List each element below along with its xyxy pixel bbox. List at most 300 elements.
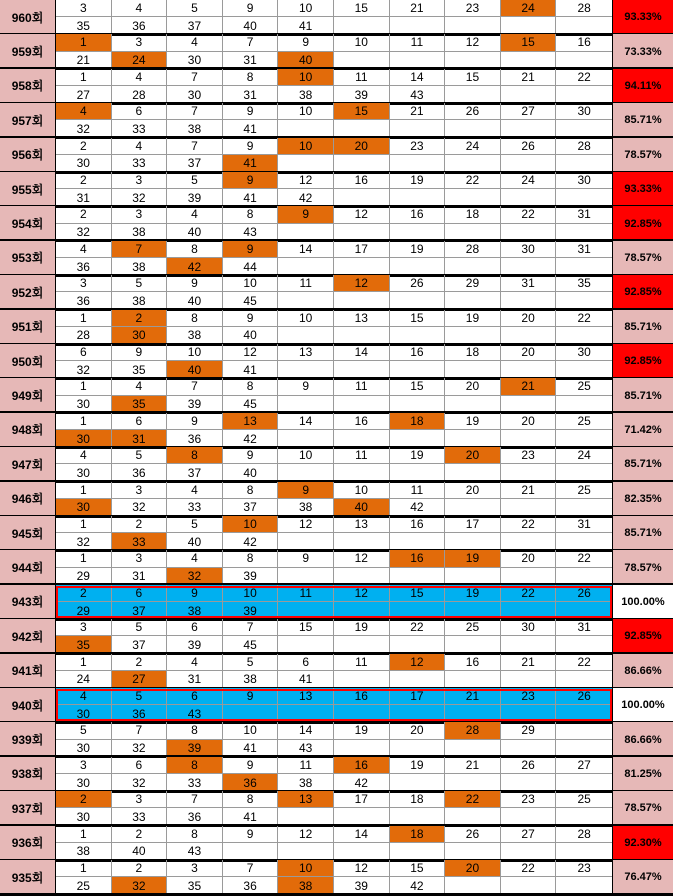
number-cell: 32: [112, 189, 168, 206]
number-cell: 9: [223, 172, 279, 189]
number-cell: [445, 705, 501, 722]
number-cell: 30: [56, 774, 112, 791]
number-cell: [390, 636, 446, 653]
number-cell: [445, 155, 501, 172]
number-cell: 12: [278, 516, 334, 533]
number-cell: 4: [167, 482, 223, 499]
percent-cell: 92.85%: [612, 206, 673, 240]
number-cell: 7: [167, 791, 223, 808]
number-cell: 40: [223, 464, 279, 481]
number-cell: [445, 843, 501, 860]
number-cell: 27: [501, 826, 557, 843]
round-row: [0, 206, 673, 240]
number-cell: 4: [167, 550, 223, 567]
number-cell: [334, 568, 390, 585]
number-cell: 31: [556, 241, 612, 258]
number-cell: 43: [167, 843, 223, 860]
number-cell: [556, 774, 612, 791]
number-cell: 35: [56, 17, 112, 34]
number-cell: 38: [278, 499, 334, 516]
number-cell: 25: [445, 619, 501, 636]
number-cell: [556, 224, 612, 241]
number-cell: 44: [223, 258, 279, 275]
number-cell: 31: [556, 516, 612, 533]
number-cell: [278, 464, 334, 481]
number-cell: [501, 327, 557, 344]
number-cell: 22: [501, 585, 557, 602]
number-cell: 11: [334, 447, 390, 464]
number-cell: 13: [334, 310, 390, 327]
number-cell: 20: [501, 344, 557, 361]
number-cell: [334, 17, 390, 34]
number-cell: 20: [501, 310, 557, 327]
number-cell: 6: [167, 619, 223, 636]
number-cell: 8: [167, 722, 223, 739]
number-cell: 23: [501, 688, 557, 705]
number-cell: 8: [223, 378, 279, 395]
number-cell: 5: [167, 516, 223, 533]
number-cell: [501, 86, 557, 103]
number-cell: [334, 189, 390, 206]
number-cell: 9: [223, 241, 279, 258]
number-cell: 30: [56, 808, 112, 825]
number-cell: 16: [390, 516, 446, 533]
number-cell: [278, 430, 334, 447]
number-cell: 27: [501, 103, 557, 120]
number-cell: [556, 327, 612, 344]
number-cell: 11: [278, 757, 334, 774]
number-cell: 8: [167, 826, 223, 843]
number-cell: 10: [334, 34, 390, 51]
number-cell: [390, 396, 446, 413]
number-cell: 41: [223, 361, 279, 378]
number-cell: 40: [167, 361, 223, 378]
number-cell: 14: [334, 826, 390, 843]
number-cell: 10: [167, 344, 223, 361]
number-cell: [334, 602, 390, 619]
number-cell: [390, 327, 446, 344]
number-cell: [556, 430, 612, 447]
number-cell: 22: [556, 550, 612, 567]
number-cell: 1: [56, 516, 112, 533]
number-cell: 32: [112, 774, 168, 791]
number-cell: [501, 533, 557, 550]
number-cell: 12: [223, 344, 279, 361]
number-cell: 16: [390, 344, 446, 361]
number-cell: 30: [56, 430, 112, 447]
number-cell: 43: [390, 86, 446, 103]
number-cell: 11: [278, 585, 334, 602]
number-cell: [334, 258, 390, 275]
number-cell: 9: [278, 550, 334, 567]
percent-cell: 94.11%: [612, 69, 673, 103]
number-cell: 9: [223, 103, 279, 120]
number-cell: 14: [334, 344, 390, 361]
number-cell: 2: [56, 791, 112, 808]
number-cell: [556, 189, 612, 206]
round-row: [0, 103, 673, 137]
number-cell: 2: [112, 860, 168, 877]
number-cell: [501, 602, 557, 619]
number-cell: 7: [112, 241, 168, 258]
number-cell: 31: [223, 86, 279, 103]
number-cell: 37: [112, 636, 168, 653]
round-row: [0, 413, 673, 447]
number-cell: [556, 258, 612, 275]
number-cell: 3: [112, 482, 168, 499]
round-row: [0, 722, 673, 756]
number-cell: 20: [501, 550, 557, 567]
number-cell: 23: [390, 138, 446, 155]
number-cell: 45: [223, 636, 279, 653]
number-cell: 25: [556, 791, 612, 808]
number-cell: 32: [56, 120, 112, 137]
number-cell: 19: [334, 722, 390, 739]
number-cell: [556, 292, 612, 309]
percent-cell: 85.71%: [612, 516, 673, 550]
number-cell: 40: [167, 292, 223, 309]
round-row: [0, 447, 673, 481]
number-cell: 39: [223, 568, 279, 585]
number-cell: 36: [56, 292, 112, 309]
number-cell: [390, 568, 446, 585]
number-cell: [501, 636, 557, 653]
number-cell: [501, 705, 557, 722]
number-cell: 9: [223, 757, 279, 774]
number-cell: [334, 361, 390, 378]
number-cell: 42: [223, 533, 279, 550]
number-cell: 3: [112, 791, 168, 808]
number-cell: 1: [56, 378, 112, 395]
number-cell: 30: [56, 155, 112, 172]
number-cell: [501, 396, 557, 413]
number-cell: 39: [167, 396, 223, 413]
number-cell: 21: [445, 757, 501, 774]
number-cell: 24: [445, 138, 501, 155]
number-cell: [278, 361, 334, 378]
number-cell: [445, 877, 501, 894]
number-cell: [445, 636, 501, 653]
number-cell: 1: [56, 413, 112, 430]
number-cell: 9: [223, 447, 279, 464]
number-cell: 20: [445, 482, 501, 499]
number-cell: 23: [501, 791, 557, 808]
round-row: [0, 791, 673, 825]
number-cell: [556, 722, 612, 739]
number-cell: [390, 602, 446, 619]
round-label: 956회: [0, 138, 56, 172]
number-cell: 15: [334, 103, 390, 120]
number-cell: [334, 120, 390, 137]
number-cell: 18: [390, 826, 446, 843]
number-cell: 33: [167, 499, 223, 516]
number-cell: 10: [223, 275, 279, 292]
number-cell: 21: [390, 103, 446, 120]
number-cell: 4: [56, 241, 112, 258]
round-row: [0, 550, 673, 584]
number-cell: 11: [390, 482, 446, 499]
number-cell: 2: [56, 138, 112, 155]
number-cell: [501, 17, 557, 34]
number-cell: [445, 602, 501, 619]
number-cell: 31: [556, 619, 612, 636]
number-cell: 9: [278, 482, 334, 499]
number-cell: 20: [334, 138, 390, 155]
number-cell: [390, 17, 446, 34]
number-cell: 41: [278, 17, 334, 34]
number-cell: 37: [223, 499, 279, 516]
number-cell: 15: [390, 310, 446, 327]
number-cell: 5: [167, 172, 223, 189]
number-cell: 19: [334, 619, 390, 636]
number-cell: [390, 189, 446, 206]
number-cell: 33: [112, 808, 168, 825]
round-label: 947회: [0, 447, 56, 481]
number-cell: 29: [56, 602, 112, 619]
number-cell: [501, 430, 557, 447]
number-cell: 33: [112, 533, 168, 550]
number-cell: 9: [278, 206, 334, 223]
number-cell: 20: [390, 722, 446, 739]
number-cell: [445, 568, 501, 585]
number-cell: [556, 361, 612, 378]
number-cell: 1: [56, 482, 112, 499]
number-cell: 4: [112, 69, 168, 86]
percent-cell: 85.71%: [612, 103, 673, 137]
number-cell: [556, 843, 612, 860]
round-row: [0, 34, 673, 68]
number-cell: 28: [556, 138, 612, 155]
number-cell: [334, 292, 390, 309]
number-cell: 19: [445, 550, 501, 567]
number-cell: [278, 327, 334, 344]
number-cell: 42: [334, 774, 390, 791]
number-cell: 41: [223, 740, 279, 757]
number-cell: 8: [167, 447, 223, 464]
number-cell: 40: [167, 533, 223, 550]
round-row: [0, 654, 673, 688]
number-cell: 8: [223, 206, 279, 223]
number-cell: [278, 705, 334, 722]
number-cell: [556, 533, 612, 550]
number-cell: 38: [167, 327, 223, 344]
round-row: [0, 378, 673, 412]
round-label: 936회: [0, 826, 56, 860]
number-cell: [445, 189, 501, 206]
number-cell: 27: [556, 757, 612, 774]
number-cell: 7: [223, 619, 279, 636]
number-cell: 8: [223, 791, 279, 808]
number-cell: [445, 808, 501, 825]
number-cell: [390, 774, 446, 791]
number-cell: [556, 464, 612, 481]
number-cell: 16: [334, 688, 390, 705]
number-cell: 16: [334, 757, 390, 774]
number-cell: 9: [278, 378, 334, 395]
number-cell: 30: [56, 499, 112, 516]
number-cell: 30: [56, 464, 112, 481]
number-cell: [445, 464, 501, 481]
number-cell: 41: [223, 155, 279, 172]
number-cell: [556, 671, 612, 688]
number-cell: [556, 86, 612, 103]
number-cell: 10: [223, 585, 279, 602]
number-cell: 13: [278, 791, 334, 808]
round-label: 959회: [0, 34, 56, 68]
number-cell: 9: [223, 0, 279, 17]
number-cell: 35: [112, 396, 168, 413]
number-cell: 5: [112, 275, 168, 292]
number-cell: 20: [445, 860, 501, 877]
number-cell: 36: [223, 877, 279, 894]
number-cell: 8: [223, 550, 279, 567]
number-cell: 1: [56, 34, 112, 51]
number-cell: 21: [56, 52, 112, 69]
number-cell: [390, 843, 446, 860]
number-cell: [390, 533, 446, 550]
number-cell: 3: [167, 860, 223, 877]
number-cell: [501, 120, 557, 137]
number-cell: 30: [56, 705, 112, 722]
number-cell: 39: [223, 602, 279, 619]
number-cell: 2: [112, 516, 168, 533]
round-label: 955회: [0, 172, 56, 206]
number-cell: 38: [167, 602, 223, 619]
percent-cell: 93.33%: [612, 0, 673, 34]
number-cell: 12: [334, 206, 390, 223]
number-cell: 6: [56, 344, 112, 361]
percent-cell: 93.33%: [612, 172, 673, 206]
number-cell: 38: [112, 224, 168, 241]
number-cell: 26: [556, 585, 612, 602]
number-cell: 41: [223, 808, 279, 825]
number-cell: 1: [56, 654, 112, 671]
number-cell: 30: [556, 172, 612, 189]
number-cell: [445, 224, 501, 241]
number-cell: [223, 705, 279, 722]
number-cell: [390, 155, 446, 172]
number-cell: 10: [278, 0, 334, 17]
number-cell: [390, 292, 446, 309]
number-cell: 18: [390, 413, 446, 430]
number-cell: [334, 52, 390, 69]
number-cell: 30: [56, 396, 112, 413]
round-label: 940회: [0, 688, 56, 722]
number-cell: 18: [445, 344, 501, 361]
number-cell: 22: [445, 172, 501, 189]
number-cell: [390, 224, 446, 241]
number-cell: [501, 843, 557, 860]
number-cell: [556, 568, 612, 585]
number-cell: 8: [223, 482, 279, 499]
number-cell: [501, 499, 557, 516]
number-cell: 31: [56, 189, 112, 206]
number-cell: 38: [167, 120, 223, 137]
number-cell: 4: [167, 654, 223, 671]
number-cell: 39: [167, 189, 223, 206]
number-cell: 45: [223, 396, 279, 413]
number-cell: 3: [112, 550, 168, 567]
number-cell: [334, 396, 390, 413]
number-cell: 13: [278, 344, 334, 361]
number-cell: 30: [56, 740, 112, 757]
number-cell: 32: [112, 740, 168, 757]
number-cell: 1: [56, 550, 112, 567]
number-cell: 36: [112, 17, 168, 34]
number-cell: 30: [501, 619, 557, 636]
number-cell: 7: [223, 860, 279, 877]
number-cell: 31: [112, 568, 168, 585]
number-cell: 11: [390, 34, 446, 51]
number-cell: [445, 86, 501, 103]
round-label: 938회: [0, 757, 56, 791]
round-label: 941회: [0, 654, 56, 688]
number-cell: 23: [501, 447, 557, 464]
number-cell: 41: [223, 120, 279, 137]
number-cell: 40: [223, 327, 279, 344]
number-cell: 9: [223, 138, 279, 155]
number-cell: 35: [112, 361, 168, 378]
number-cell: 11: [278, 275, 334, 292]
number-cell: 43: [223, 224, 279, 241]
number-cell: 4: [112, 138, 168, 155]
number-cell: [501, 877, 557, 894]
round-label: 944회: [0, 550, 56, 584]
number-cell: 33: [167, 774, 223, 791]
percent-cell: 73.33%: [612, 34, 673, 68]
round-row: [0, 482, 673, 516]
percent-cell: 71.42%: [612, 413, 673, 447]
number-cell: 29: [56, 568, 112, 585]
number-cell: 28: [112, 86, 168, 103]
number-cell: 20: [445, 378, 501, 395]
number-cell: 24: [112, 52, 168, 69]
number-cell: 10: [334, 482, 390, 499]
percent-cell: 78.57%: [612, 550, 673, 584]
number-cell: [278, 396, 334, 413]
number-cell: [334, 843, 390, 860]
number-cell: 10: [278, 138, 334, 155]
number-cell: 9: [167, 275, 223, 292]
percent-cell: 85.71%: [612, 310, 673, 344]
number-cell: 17: [390, 688, 446, 705]
number-cell: 16: [390, 550, 446, 567]
number-cell: 30: [112, 327, 168, 344]
number-cell: 7: [167, 103, 223, 120]
number-cell: [445, 396, 501, 413]
number-cell: 6: [112, 757, 168, 774]
round-row: [0, 688, 673, 722]
number-cell: 37: [167, 155, 223, 172]
number-cell: 36: [167, 808, 223, 825]
number-cell: [390, 361, 446, 378]
number-cell: [501, 292, 557, 309]
number-cell: 1: [56, 69, 112, 86]
number-cell: [556, 602, 612, 619]
number-cell: [390, 740, 446, 757]
number-cell: 39: [167, 636, 223, 653]
number-cell: 43: [278, 740, 334, 757]
round-row: [0, 241, 673, 275]
percent-cell: 86.66%: [612, 654, 673, 688]
number-cell: 16: [390, 206, 446, 223]
number-cell: [501, 774, 557, 791]
number-cell: 19: [445, 310, 501, 327]
number-cell: 41: [278, 671, 334, 688]
number-cell: [390, 464, 446, 481]
number-cell: 4: [112, 378, 168, 395]
number-cell: 36: [112, 464, 168, 481]
